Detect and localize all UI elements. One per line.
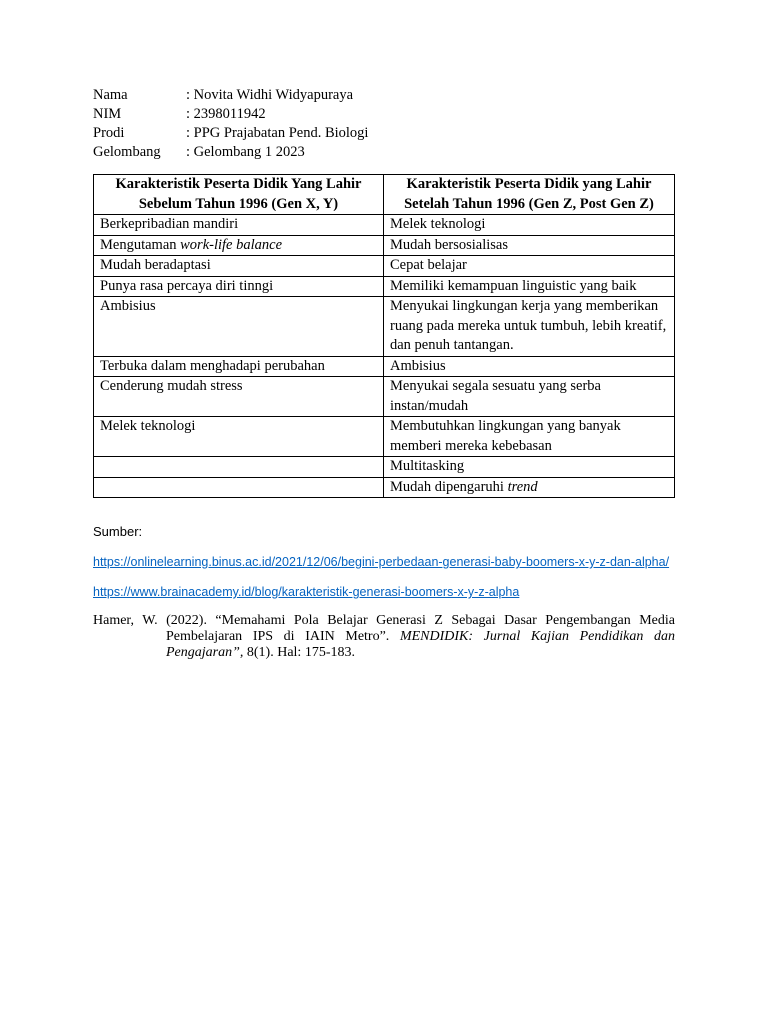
table-header-gen-z: Karakteristik Peserta Didik yang Lahir Setelah Tahun 1996 (Gen Z, Post Gen Z) <box>384 175 675 215</box>
cell-italic-text: trend <box>507 478 538 495</box>
characteristics-table <box>93 174 675 498</box>
table-header-row <box>94 175 675 215</box>
table-cell-right: Ambisius <box>384 356 675 377</box>
table-cell-right <box>384 477 675 498</box>
table-cell-left: Mudah beradaptasi <box>94 256 384 277</box>
cell-italic-text: work-life balance <box>180 236 283 253</box>
sources-section <box>93 523 675 661</box>
identity-row-nama <box>93 86 675 105</box>
table-cell-right: Menyukai segala sesuatu yang serba instan/mudah <box>384 377 675 417</box>
table-cell-left: Berkepribadian mandiri <box>94 215 384 236</box>
table-cell-left: Punya rasa percaya diri tinngi <box>94 276 384 297</box>
table-row <box>94 276 675 297</box>
identity-key: NIM <box>93 106 122 122</box>
document-page <box>93 86 675 661</box>
table-cell-left: Terbuka dalam menghadapi perubahan <box>94 356 384 377</box>
table-cell-right: Menyukai lingkungan kerja yang memberikan ruang pada mereka untuk tumbuh, lebih kreatif, dan penuh tantangan. <box>384 297 675 357</box>
source-link-brainacademy[interactable]: https://www.brainacademy.id/blog/karakteristik-generasi-boomers-x-y-z-alpha <box>93 585 520 599</box>
identity-value: : Novita Widhi Widyapuraya <box>186 87 354 103</box>
table-cell-left <box>94 235 384 256</box>
table-cell-right: Melek teknologi <box>384 215 675 236</box>
table-row <box>94 235 675 256</box>
table-row <box>94 457 675 478</box>
table-cell-left: Cenderung mudah stress <box>94 377 384 417</box>
table-row <box>94 477 675 498</box>
identity-row-nim <box>93 105 675 124</box>
identity-key: Gelombang <box>93 144 161 160</box>
reference-text: Hamer, W. (2022). “Memahami Pola Belajar Generasi Z Sebagai Dasar Pengembangan Media Pembelajaran IPS di IAIN Metro”. <box>93 613 675 644</box>
identity-value: : 2398011942 <box>186 106 266 122</box>
identity-value: : Gelombang 1 2023 <box>186 144 305 160</box>
cell-text: Mudah dipengaruhi <box>390 478 508 495</box>
table-cell-left: Melek teknologi <box>94 417 384 457</box>
reference-text-end: 8(1). Hal: 175-183. <box>243 645 355 660</box>
sources-label: Sumber: <box>93 524 143 539</box>
table-row <box>94 256 675 277</box>
table-row <box>94 377 675 417</box>
table-header-gen-xy: Karakteristik Peserta Didik Yang Lahir Sebelum Tahun 1996 (Gen X, Y) <box>94 175 384 215</box>
table-row <box>94 215 675 236</box>
cell-text: Mengutaman <box>100 236 181 253</box>
table-cell-left-empty <box>94 457 384 478</box>
table-cell-left: Ambisius <box>94 297 384 357</box>
table-cell-right: Multitasking <box>384 457 675 478</box>
table-cell-right: Membutuhkan lingkungan yang banyak memberi mereka kebebasan <box>384 417 675 457</box>
identity-block <box>93 86 675 162</box>
identity-row-gelombang <box>93 143 675 162</box>
table-row <box>94 297 675 357</box>
table-cell-left-empty <box>94 477 384 498</box>
reference-journal: MENDIDIK: Jurnal Kajian Pendidikan dan Pengajaran”, <box>166 629 675 660</box>
table-cell-right: Memiliki kemampuan linguistic yang baik <box>384 276 675 297</box>
identity-key: Nama <box>93 87 128 103</box>
identity-row-prodi <box>93 124 675 143</box>
table-row <box>94 356 675 377</box>
identity-value: : PPG Prajabatan Pend. Biologi <box>186 125 369 141</box>
table-cell-right: Mudah bersosialisas <box>384 235 675 256</box>
source-link-binus[interactable]: https://onlinelearning.binus.ac.id/2021/12/06/begini-perbedaan-generasi-baby-boomers-x-y-z-dan-alpha/ <box>93 555 670 569</box>
table-row <box>94 417 675 457</box>
reference-citation <box>93 613 675 661</box>
identity-key: Prodi <box>93 125 125 141</box>
table-cell-right: Cepat belajar <box>384 256 675 277</box>
